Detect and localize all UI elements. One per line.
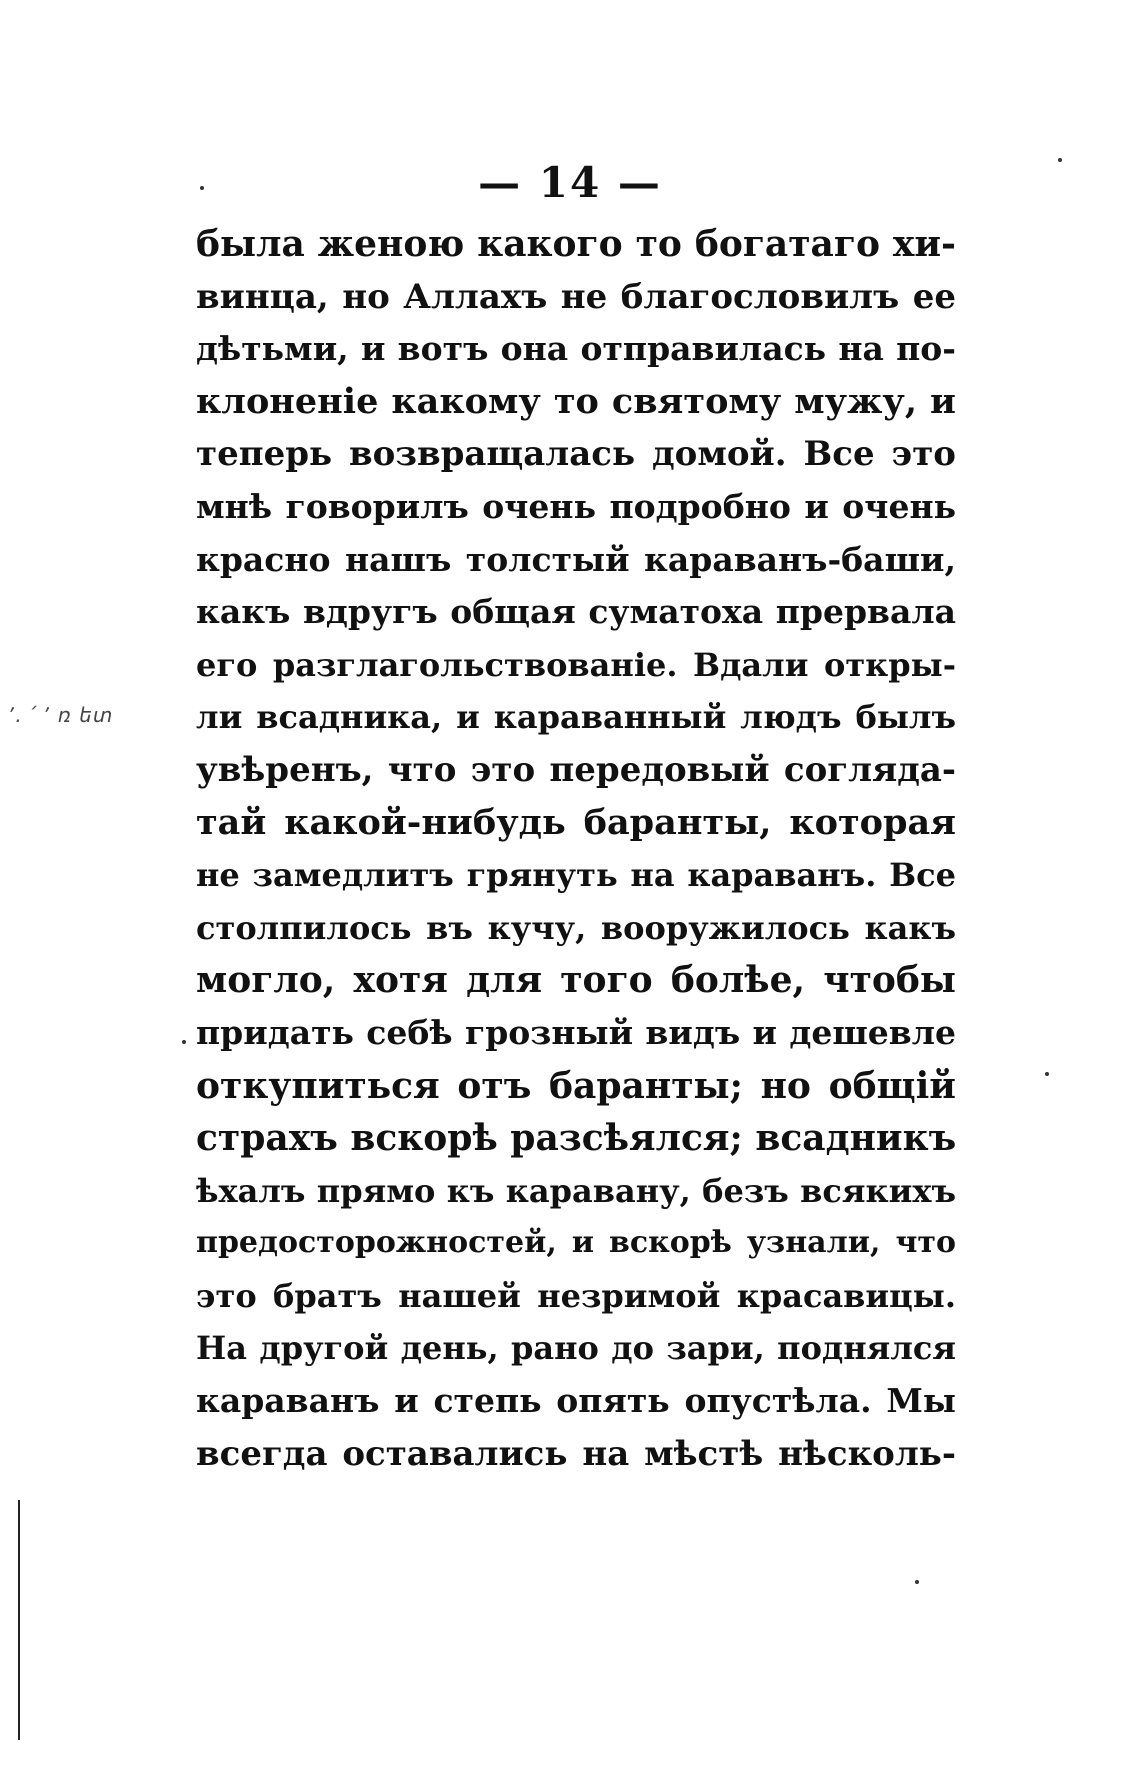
text-line: столпилось въ кучу, вооружилось какъ (196, 908, 956, 947)
text-line: тай какой-нибудь баранты, которая (196, 801, 956, 843)
text-line: ѣхалъ прямо къ каравану, безъ всякихъ (196, 1171, 956, 1210)
scan-edge-mark (18, 1500, 20, 1740)
page-number: — 14 — (478, 158, 662, 207)
text-line: На другой день, рано до зари, поднялся (196, 1329, 956, 1368)
text-line: была женою какого то богатаго хи- (196, 223, 956, 265)
text-line: страхъ вскорѣ разсѣялся; всадникъ (196, 1117, 957, 1160)
text-line: караванъ и степь опять опустѣла. Мы (196, 1381, 956, 1421)
text-line: ли всадника, и караванный людъ былъ (196, 698, 956, 737)
margin-handwritten-note: ՚. ՛ ՚ ռ ետ (8, 703, 114, 727)
text-line: клоненіе какому то святому мужу, и (196, 380, 956, 422)
text-line: это братъ нашей незримой красавицы. (196, 1276, 956, 1315)
text-line: увѣренъ, что это передовый соглядa- (196, 749, 956, 790)
body-text (196, 218, 956, 1480)
text-line: откупиться отъ баранты; но общій (196, 1064, 956, 1107)
scan-speck (1058, 158, 1062, 162)
text-line: дѣтьми, и вотъ она отправилась на по- (196, 329, 956, 369)
text-line: всегда оставались на мѣстѣ нѣсколь- (196, 1433, 956, 1474)
text-line: мнѣ говорилъ очень подробно и очень (196, 486, 956, 526)
scan-speck (182, 1040, 186, 1044)
text-line: не замедлитъ грянуть на караванъ. Все (196, 856, 956, 895)
text-line: предосторожностей, и вскорѣ узнали, что (196, 1225, 956, 1261)
text-line: винца, но Аллахъ не благословилъ ее (196, 276, 956, 317)
scan-speck (915, 1580, 919, 1584)
text-line: теперь возвращалась домой. Все это (196, 434, 956, 475)
text-line: могло, хотя для того болѣе, чтобы (196, 959, 956, 1002)
text-line: какъ вдругъ общая суматоха прервала (196, 592, 956, 632)
text-line: его разглагольствованіе. Вдали откры- (196, 645, 956, 684)
text-line: придать себѣ грозный видъ и дешевле (196, 1012, 956, 1052)
scan-speck (200, 186, 204, 190)
text-line: красно нашъ толстый караванъ-баши, (196, 539, 956, 579)
scan-speck (1045, 1072, 1049, 1076)
